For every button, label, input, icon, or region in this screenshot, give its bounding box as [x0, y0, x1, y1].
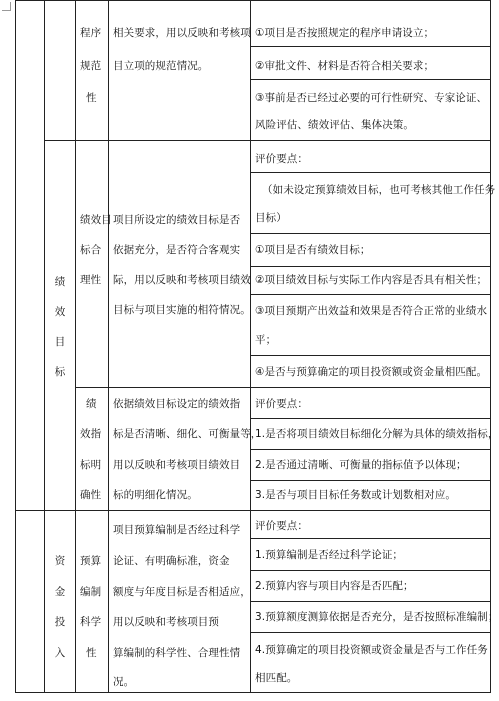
description-line: 标的明细化情况。 [113, 489, 198, 501]
description-line: 算编制的科学性、合理性情 [113, 647, 241, 659]
table-border [490, 0, 491, 693]
evaluation-point: 2.预算内容与项目内容是否匹配； [255, 580, 414, 592]
category-label: 资 [54, 555, 66, 567]
table-border [250, 570, 491, 571]
description-line: 况。 [113, 676, 135, 688]
description-line: 论证、有明确标准，资金 [113, 555, 230, 567]
evaluation-point: 平； [255, 334, 277, 346]
subcategory-label: 标合 [80, 244, 102, 256]
table-border [15, 692, 491, 693]
table-border [250, 46, 491, 47]
subcategory-label: 性 [86, 92, 97, 104]
evaluation-point: 风险评估、绩效评估、集体决策。 [255, 119, 414, 131]
evaluation-point: 4.预算确定的项目投资额或资金量是否与工作任务 [255, 644, 488, 656]
table-border [75, 0, 76, 693]
table-border [250, 538, 491, 539]
description-line: 用以反映和考核项目绩效目 [113, 459, 241, 471]
subcategory-label: 确性 [80, 489, 102, 501]
category-label: 金 [54, 586, 66, 598]
table-border [75, 387, 491, 388]
evaluation-point: 3.预算额度测算依据是否充分，是否按照标准编制； [255, 611, 499, 623]
table-border [15, 0, 491, 1]
table-border [15, 510, 491, 511]
description-line: 际，用以反映和考核项目绩效 [113, 274, 251, 286]
table-border [250, 632, 491, 633]
table-border [250, 355, 491, 356]
evaluation-point: ②项目绩效目标与实际工作内容是否具有相关性； [255, 274, 488, 286]
subcategory-label: 预算 [80, 555, 102, 567]
category-label: 标 [54, 366, 66, 378]
description-line: 项目所设定的绩效目标是否 [113, 214, 241, 226]
evaluation-point: 目标） [255, 212, 287, 224]
table-border [250, 172, 491, 173]
evaluation-point: 评价要点： [255, 153, 308, 165]
table-border [250, 480, 491, 481]
description-line: 项目预算编制是否经过科学 [113, 524, 241, 536]
description-line: 依据充分，是否符合客观实 [113, 244, 241, 256]
subcategory-label: 绩效目 [80, 214, 112, 226]
subcategory-label: 理性 [80, 274, 102, 286]
evaluation-point: ④是否与预算确定的项目投资额或资金量相匹配。 [255, 366, 488, 378]
description-line: 标是否清晰、细化、可衡量等， [113, 428, 262, 440]
table-border [250, 449, 491, 450]
subcategory-label: 标明 [80, 459, 102, 471]
category-label: 绩 [54, 276, 66, 288]
description-line: 目标与项目实施的相符情况。 [113, 304, 251, 316]
subcategory-label: 性 [86, 647, 97, 659]
subcategory-label: 绩 [86, 398, 97, 410]
table-border [250, 418, 491, 419]
subcategory-label: 效指 [80, 428, 102, 440]
table-border [44, 140, 491, 141]
description-line: 额度与年度目标是否相适应， [113, 586, 251, 598]
table-border [250, 79, 491, 80]
description-line: 相关要求，用以反映和考核项 [113, 27, 251, 39]
corner-marker [2, 2, 11, 11]
subcategory-label: 编制 [80, 586, 102, 598]
evaluation-point: 1.预算编制是否经过科学论证； [255, 549, 404, 561]
evaluation-point: 2.是否通过清晰、可衡量的指标值予以体现； [255, 459, 467, 471]
evaluation-point: 评价要点： [255, 520, 308, 532]
evaluation-point: 相匹配。 [255, 672, 298, 684]
table-border [250, 233, 491, 234]
subcategory-label: 科学 [80, 616, 102, 628]
evaluation-point: ③项目预期产出效益和效果是否符合正常的业绩水 [255, 305, 488, 317]
evaluation-point: ①项目是否有绩效目标； [255, 244, 371, 256]
table-border [250, 266, 491, 267]
evaluation-point: 3.是否与项目目标任务数或计划数相对应。 [255, 489, 457, 501]
category-label: 入 [54, 647, 66, 659]
evaluation-point: ③事前是否已经过必要的可行性研究、专家论证、 [255, 92, 488, 104]
category-label: 目 [54, 336, 66, 348]
table-border [250, 294, 491, 295]
category-label: 效 [54, 306, 66, 318]
table-border [250, 601, 491, 602]
description-line: 依据绩效目标设定的绩效指 [113, 398, 241, 410]
table-border [108, 0, 109, 693]
evaluation-point: ②审批文件、材料是否符合相关要求； [255, 60, 435, 72]
evaluation-point: ①项目是否按照规定的程序申请设立； [255, 27, 435, 39]
description-line: 目立项的规范情况。 [113, 60, 209, 72]
subcategory-label: 程序 [80, 27, 102, 39]
category-label: 投 [54, 616, 66, 628]
subcategory-label: 规范 [80, 60, 102, 72]
table-border [15, 0, 16, 693]
description-line: 用以反映和考核项目预 [113, 616, 219, 628]
evaluation-point: （如未设定预算绩效目标，也可考核其他工作任务 [262, 184, 496, 196]
evaluation-point: 1.是否将项目绩效目标细化分解为具体的绩效指标， [255, 428, 499, 440]
table-border [44, 0, 45, 693]
evaluation-point: 评价要点： [255, 398, 308, 410]
